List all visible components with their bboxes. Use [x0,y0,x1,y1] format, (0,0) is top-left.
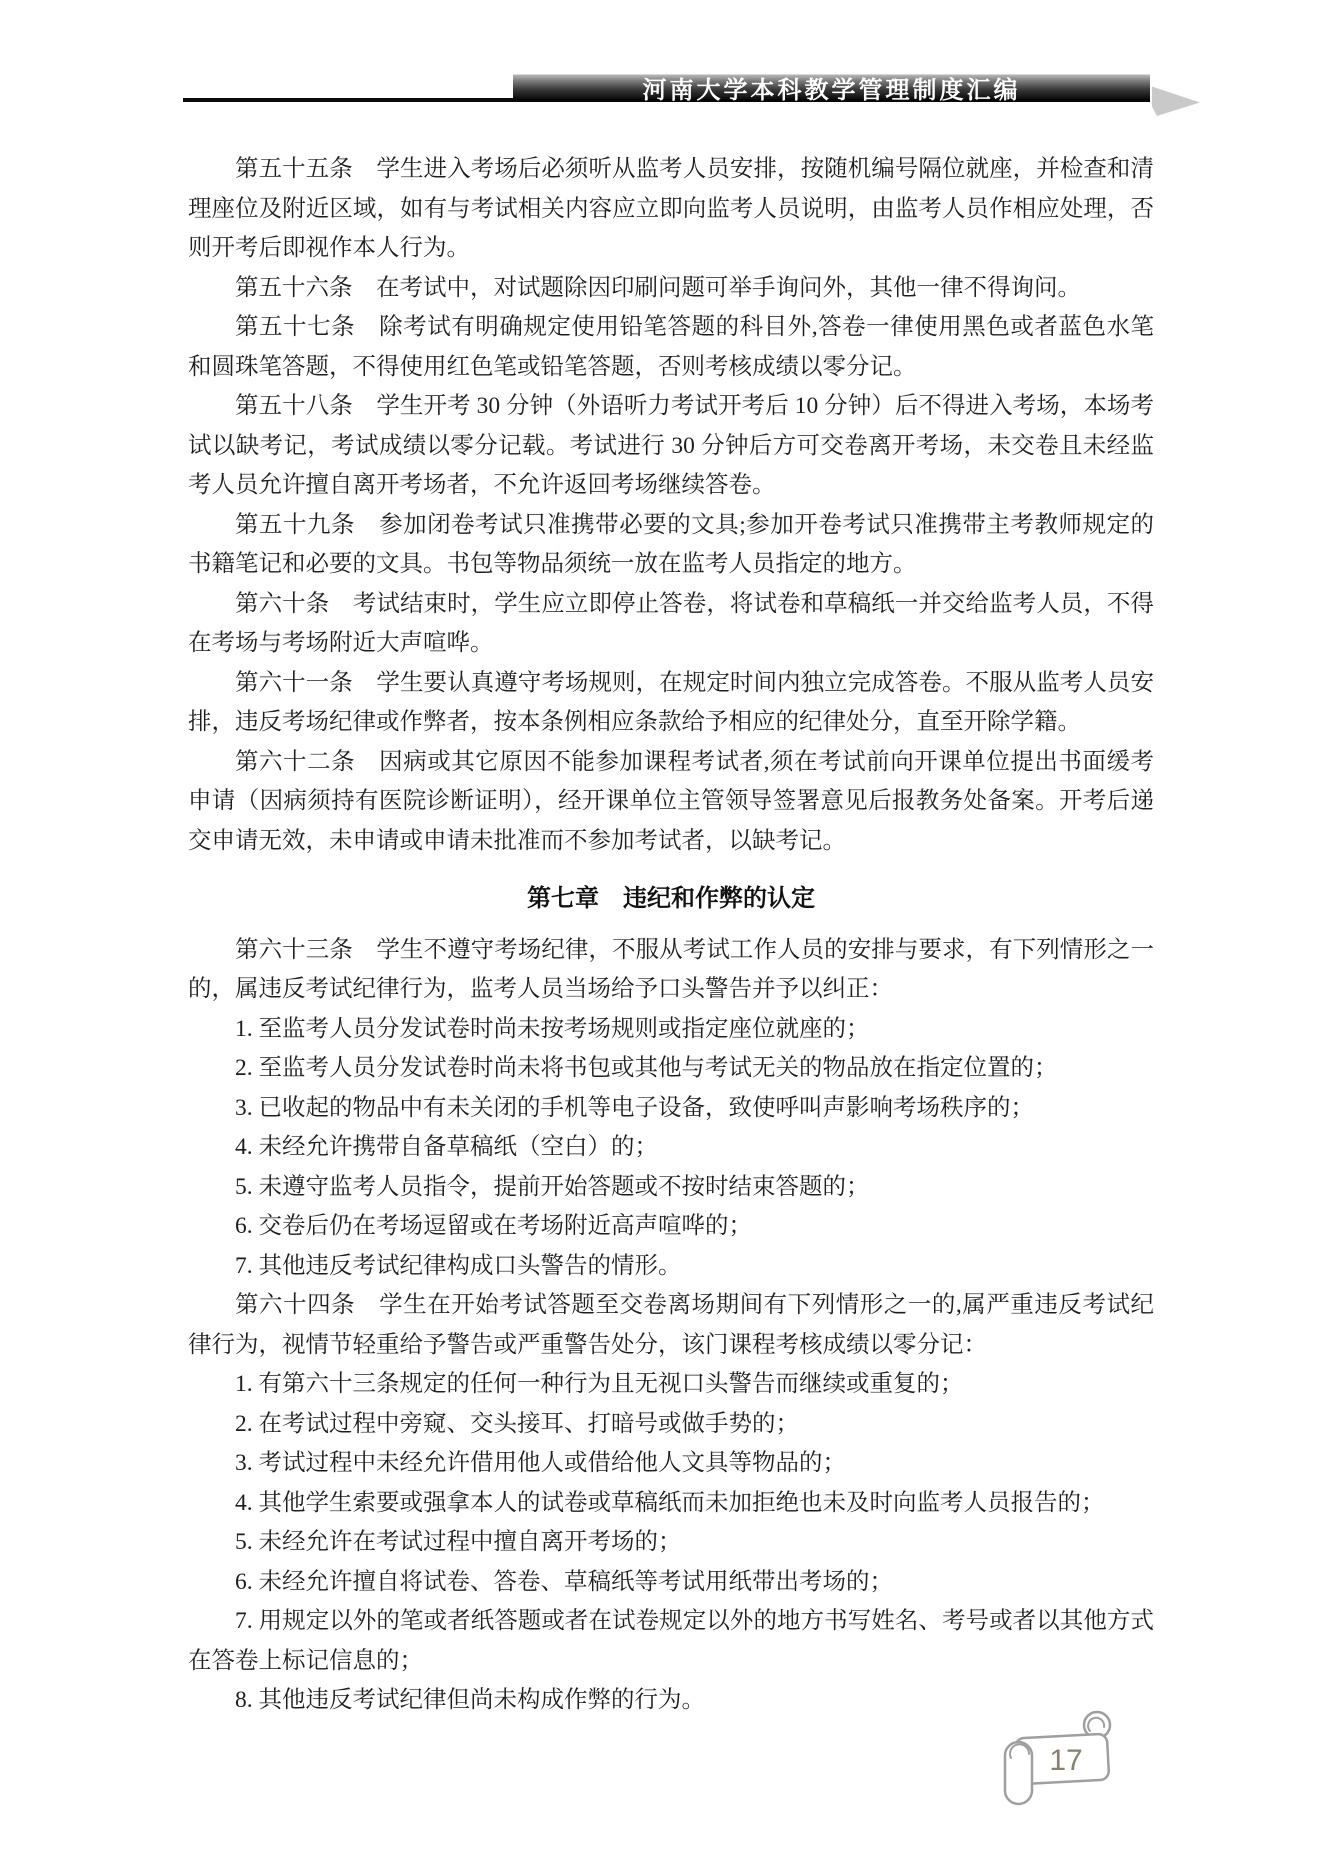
article-paragraph: 第六十一条 学生要认真遵守考场规则，在规定时间内独立完成答卷。不服从监考人员安排，违反考场纪律或作弊者，按本条例相应条款给予相应的纪律处分，直至开除学籍。 [188,669,1154,735]
list-item: 2. 在考试过程中旁窥、交头接耳、打暗号或做手势的； [235,1410,799,1437]
page-number: 17 [1049,1744,1083,1777]
page-number-scroll-icon [992,1706,1124,1810]
list-item: 6. 交卷后仍在考场逗留或在考场附近高声喧哗的； [235,1213,752,1239]
list-item: 6. 未经允许擅自将试卷、答卷、草稿纸等考试用纸带出考场的； [235,1568,893,1595]
list-item: 3. 已收起的物品中有未关闭的手机等电子设备，致使呼叫声影响考场秩序的； [235,1094,1034,1121]
list-item: 1. 至监考人员分发试卷时尚未按考场规则或指定座位就座的； [235,1015,870,1042]
article-paragraph: 第五十六条 在考试中，对试题除因印刷问题可举手询问外，其他一律不得询问。 [235,274,1081,301]
article-paragraph: 第五十五条 学生进入考场后必须听从监考人员安排，按随机编号隔位就座，并检查和清理座位及附近区域，如有与考试相关内容应立即向监考人员说明，由监考人员作相应处理，否则开考后即视作本人行为。 [188,156,1154,261]
list-item: 2. 至监考人员分发试卷时尚未将书包或其他与考试无关的物品放在指定位置的； [235,1055,1058,1081]
list-item: 7. 用规定以外的笔或者纸答题或者在试卷规定以外的地方书写姓名、考号或者以其他方式在答卷上标记信息的； [188,1608,1154,1674]
article-paragraph: 第五十七条 除考试有明确规定使用铅笔答题的科目外,答卷一律使用黑色或者蓝色水笔和圆珠笔答题，不得使用红色笔或铅笔答题，否则考核成绩以零分记。 [188,314,1154,380]
list-item: 4. 其他学生索要或强拿本人的试卷或草稿纸而未加拒绝也未及时向监考人员报告的； [235,1489,1105,1516]
list-item: 4. 未经允许携带自备草稿纸（空白）的； [235,1134,658,1160]
list-item: 3. 考试过程中未经允许借用他人或借给他人文具等物品的； [235,1450,846,1476]
article-paragraph: 第五十九条 参加闭卷考试只准携带必要的文具;参加开卷考试只准携带主考教师规定的书籍笔记和必要的文具。书包等物品须统一放在监考人员指定的地方。 [188,511,1154,577]
list-item: 1. 有第六十三条规定的任何一种行为且无视口头警告而继续或重复的； [235,1371,964,1397]
header-rule-line [183,98,514,102]
header-banner [513,74,1150,102]
article-paragraph: 第六十二条 因病或其它原因不能参加课程考试者,须在考试前向开课单位提出书面缓考申请（因病须持有医院诊断证明），经开课单位主管领导签署意见后报教务处备案。开考后递交申请无效，未申请或申请未批准而不参加考试者，以缺考记。 [188,748,1154,854]
list-item: 7. 其他违反考试纪律构成口头警告的情形。 [235,1252,682,1279]
header-arrow-decoration [1152,84,1200,116]
chapter-heading: 第七章 违纪和作弊的认定 [527,885,815,912]
article-paragraph: 第六十四条 学生在开始考试答题至交卷离场期间有下列情形之一的,属严重违反考试纪律行为，视情节轻重给予警告或严重警告处分，该门课程考核成绩以零分记： [188,1292,1154,1358]
list-item: 5. 未遵守监考人员指令，提前开始答题或不按时结束答题的； [235,1173,870,1200]
header-title: 河南大学本科教学管理制度汇编 [642,76,1021,104]
list-item: 5. 未经允许在考试过程中擅自离开考场的； [235,1529,682,1555]
article-paragraph: 第五十八条 学生开考 30 分钟（外语听力考试开考后 10 分钟）后不得进入考场，本场考试以缺考记，考试成绩以零分记载。考试进行 30 分钟后方可交卷离开考场，未交卷且未经监考人员允许擅自离开考场者，不允许返回考场继续答卷。 [188,393,1154,498]
document-body [188,150,1154,1721]
article-paragraph: 第六十三条 学生不遵守考场纪律，不服从考试工作人员的安排与要求，有下列情形之一的，属违反考试纪律行为，监考人员当场给予口头警告并予以纠正： [188,936,1154,1002]
page-number-container [992,1706,1124,1815]
article-paragraph: 第六十条 考试结束时，学生应立即停止答卷，将试卷和草稿纸一并交给监考人员，不得在考场与考场附近大声喧哗。 [188,590,1154,656]
list-item: 8. 其他违反考试纪律但尚未构成作弊的行为。 [235,1687,705,1713]
